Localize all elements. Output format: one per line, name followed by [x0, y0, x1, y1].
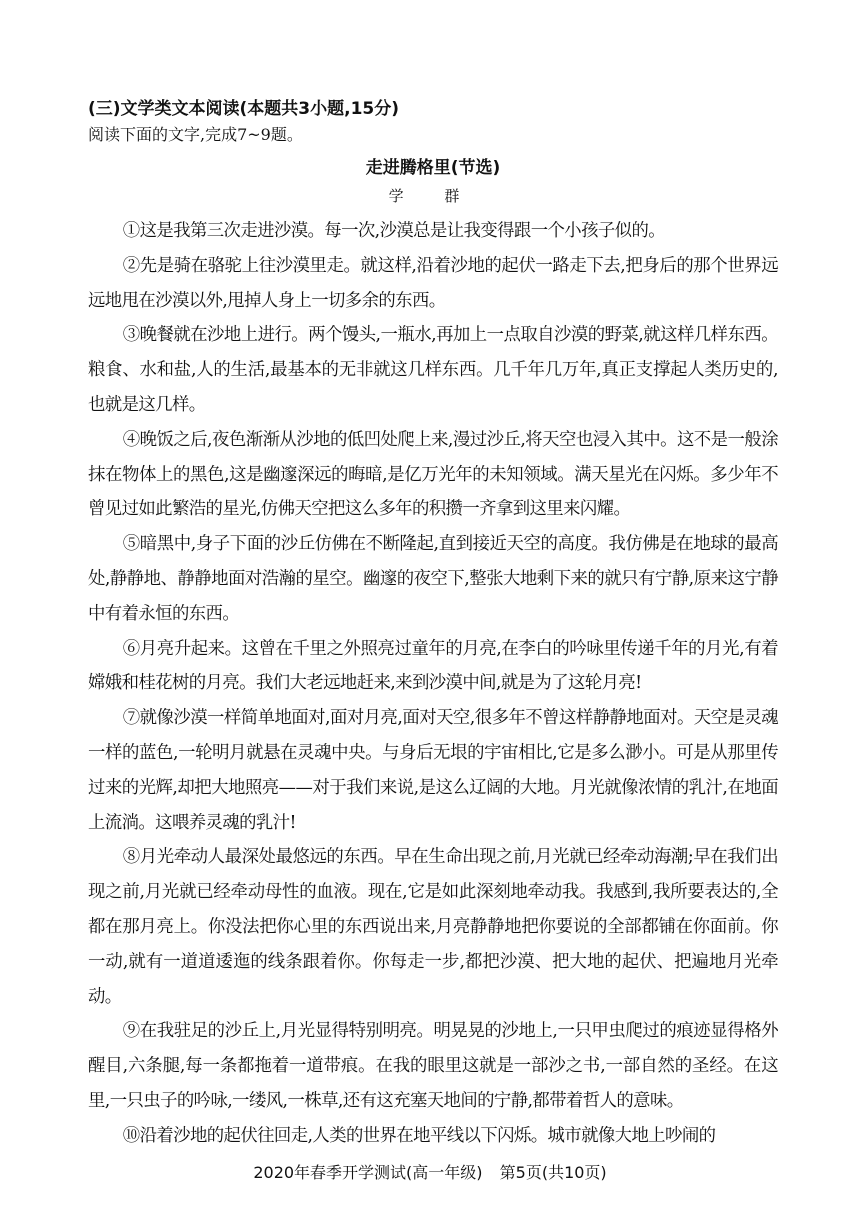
- paragraph-8: ⑧月光牵动人最深处最悠远的东西。早在生命出现之前,月光就已经牵动海潮;早在我们出现之前,月光就已经牵动母性的血液。现在,它是如此深刻地牵动我。我感到,我所要表达的,全都在那月亮上。你没法把你心里的东西说出来,月亮静静地把你要说的全部都铺在你面前。你一动,就有一道道逶迤的线条跟着你。你每走一步,都把沙漠、把大地的起伏、把遍地月光牵动。: [88, 847, 778, 1007]
- article-author: 学 群: [388, 187, 478, 205]
- footer-exam-name: 2020年春季开学测试(高一年级): [253, 1163, 483, 1182]
- paragraph-10: ⑩沿着沙地的起伏往回走,人类的世界在地平线以下闪烁。城市就像大地上吵闹的: [122, 1125, 716, 1146]
- page-footer: [0, 1160, 860, 1183]
- paragraph-4: ④晚饭之后,夜色渐渐从沙地的低凹处爬上来,漫过沙丘,将天空也浸入其中。这不是一般涂抹在物体上的黑色,这是幽邃深远的晦暗,是亿万光年的未知领域。满天星光在闪烁。多少年不曾见过如此繁浩的星光,仿佛天空把这么多年的积攒一齐拿到这里来闪耀。: [88, 429, 778, 520]
- content-area: [88, 96, 778, 1154]
- paragraph-1: ①这是我第三次走进沙漠。每一次,沙漠总是让我变得跟一个小孩子似的。: [122, 221, 666, 241]
- section-heading: (三)文学类文本阅读(本题共3小题,15分): [88, 99, 400, 119]
- paragraph-6: ⑥月亮升起来。这曾在千里之外照亮过童年的月亮,在李白的吟咏里传递千年的月光,有着嫦娥和桂花树的月亮。我们大老远地赶来,来到沙漠中间,就是为了这轮月亮!: [88, 638, 778, 694]
- paragraph-9: ⑨在我驻足的沙丘上,月光显得特别明亮。明晃晃的沙地上,一只甲虫爬过的痕迹显得格外醒目,六条腿,每一条都拖着一道带痕。在我的眼里这就是一部沙之书,一部自然的圣经。在这里,一只虫子的吟咏,一缕风,一株草,还有这充塞天地间的宁静,都带着哲人的意味。: [88, 1021, 778, 1111]
- paragraph-2: ②先是骑在骆驼上往沙漠里走。就这样,沿着沙地的起伏一路走下去,把身后的那个世界远远地甩在沙漠以外,甩掉人身上一切多余的东西。: [88, 255, 778, 311]
- paragraph-7: ⑦就像沙漠一样简单地面对,面对月亮,面对天空,很多年不曾这样静静地面对。天空是灵魂一样的蓝色,一轮明月就悬在灵魂中央。与身后无垠的宇宙相比,它是多么渺小。可是从那里传过来的光辉,却把大地照亮——对于我们来说,是这么辽阔的大地。月光就像浓情的乳汁,在地面上流淌。这喂养灵魂的乳汁!: [88, 708, 778, 833]
- article-title: 走进腾格里(节选): [365, 158, 501, 178]
- paragraph-5: ⑤暗黑中,身子下面的沙丘仿佛在不断隆起,直到接近天空的高度。我仿佛是在地球的最高处,静静地、静静地面对浩瀚的星空。幽邃的夜空下,整张大地剩下来的就只有宁静,原来这宁静中有着永恒的东西。: [88, 534, 778, 624]
- instruction: 阅读下面的文字,完成7~9题。: [88, 125, 303, 144]
- paragraph-3: ③晚餐就在沙地上进行。两个馒头,一瓶水,再加上一点取自沙漠的野菜,就这样几样东西。粮食、水和盐,人的生活,最基本的无非就这几样东西。几千年几万年,真正支撑起人类历史的,也就是这几样。: [88, 325, 778, 415]
- footer-page-number: 第5页(共10页): [499, 1163, 607, 1182]
